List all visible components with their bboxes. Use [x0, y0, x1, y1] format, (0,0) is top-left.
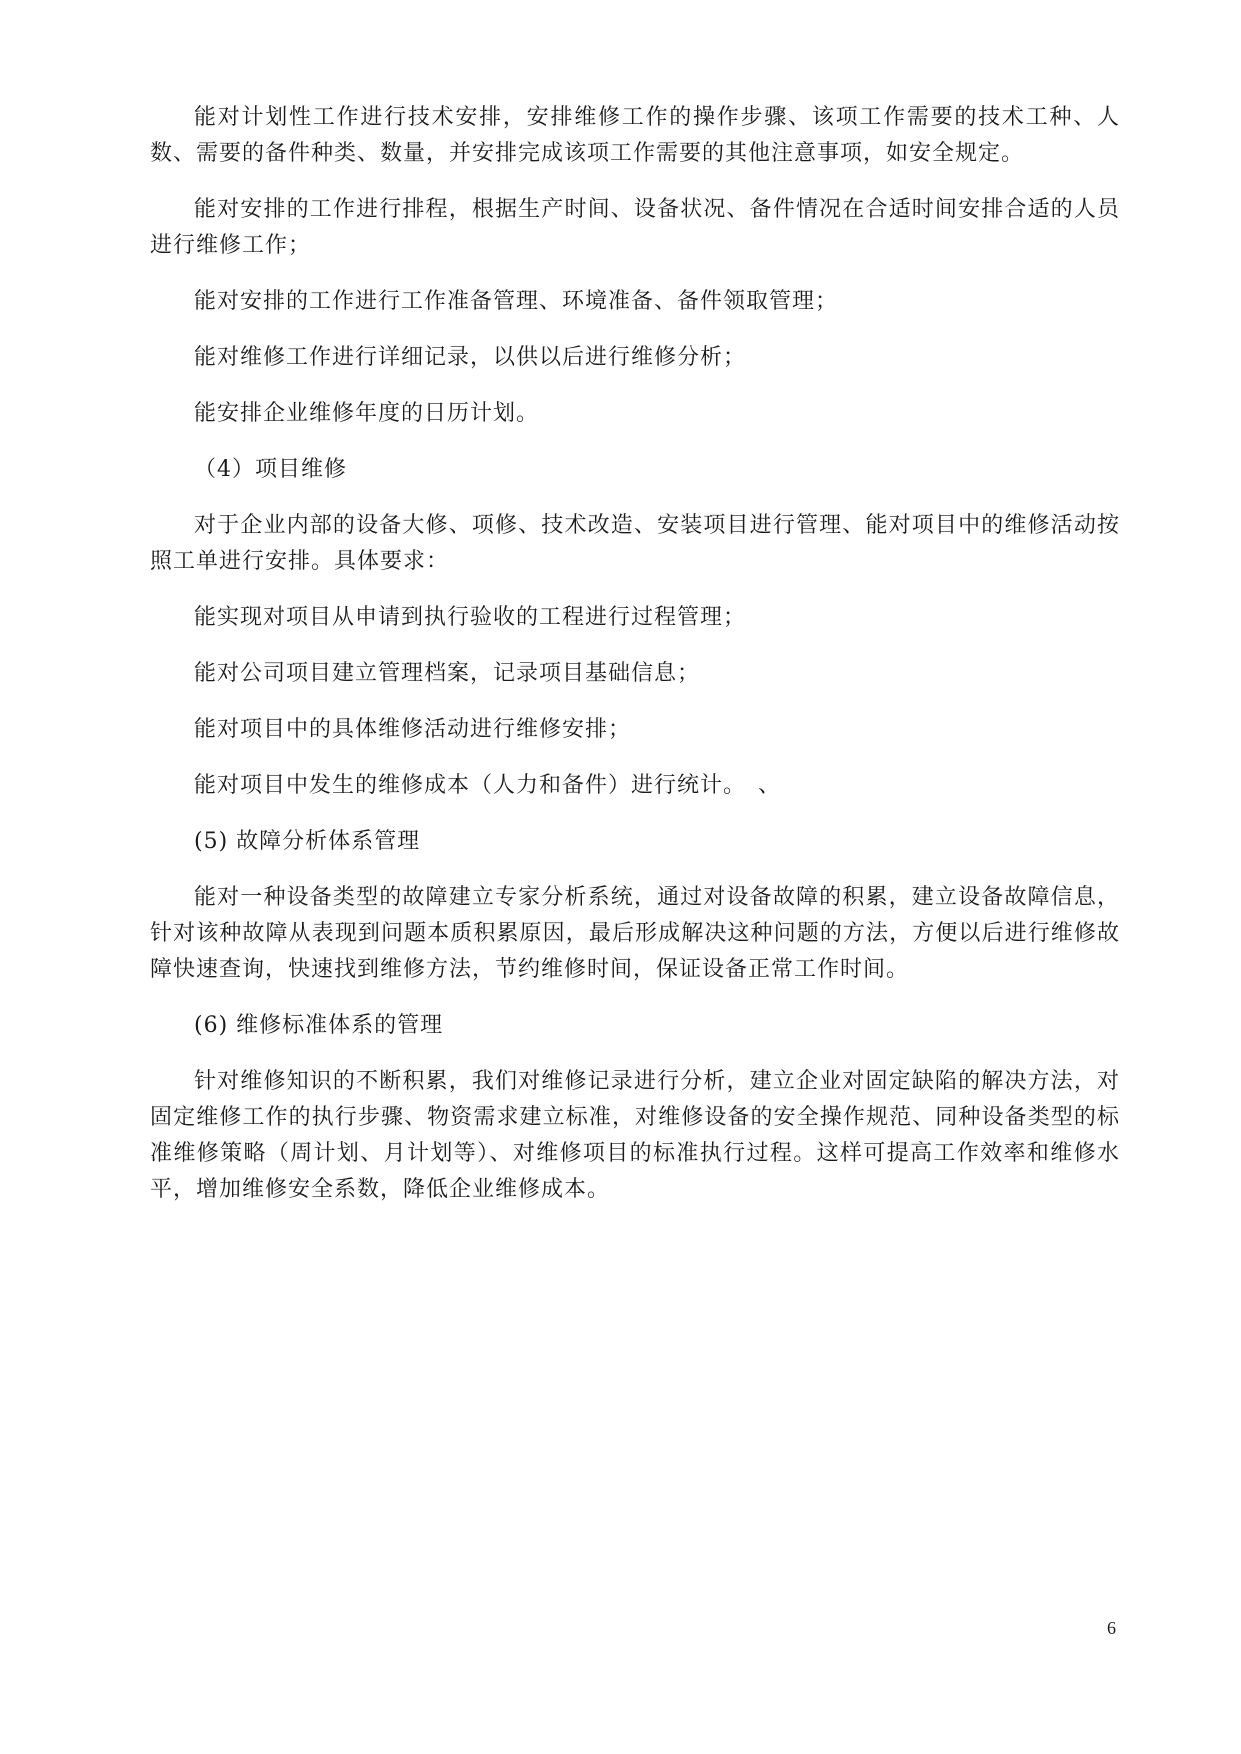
paragraph-project-activities: 能对项目中的具体维修活动进行维修安排； — [194, 717, 632, 742]
page-number: 6 — [1107, 1618, 1116, 1638]
paragraph-calendar-plan: 能安排企业维修年度的日历计划。 — [194, 401, 540, 426]
paragraph-project-intro: 对于企业内部的设备大修、项修、技术改造、安装项目进行管理、能对项目中的维修活动按照工单进行安排。具体要求： — [150, 513, 1120, 574]
paragraph-records: 能对维修工作进行详细记录，以供以后进行维修分析； — [194, 345, 747, 370]
paragraph-preparation: 能对安排的工作进行工作准备管理、环境准备、备件领取管理； — [194, 289, 839, 314]
document-body — [150, 100, 1120, 1228]
paragraph-maintenance-standards: 针对维修知识的不断积累，我们对维修记录进行分析，建立企业对固定缺陷的解决方法，对固定维修工作的执行步骤、物资需求建立标准，对维修设备的安全操作规范、同种设备类型的标准维修策略（周计划、月计划等）、对维修项目的标准执行过程。这样可提高工作效率和维修水平，增加维修安全系数，降低企业维修成本。 — [150, 1069, 1120, 1202]
paragraph-fault-analysis: 能对一种设备类型的故障建立专家分析系统，通过对设备故障的积累，建立设备故障信息，针对该种故障从表现到问题本质积累原因，最后形成解决这种问题的方法，方便以后进行维修故障快速查询，快速找到维修方法，节约维修时间，保证设备正常工作时间。 — [150, 885, 1120, 982]
section-heading-maintenance-standards: (6) 维修标准体系的管理 — [194, 1013, 444, 1038]
section-heading-fault-analysis: (5) 故障分析体系管理 — [194, 829, 421, 854]
section-heading-project-maintenance: （4）项目维修 — [194, 457, 347, 482]
paragraph-project-process: 能实现对项目从申请到执行验收的工程进行过程管理； — [194, 605, 747, 630]
paragraph-project-cost: 能对项目中发生的维修成本（人力和备件）进行统计。 、 — [194, 773, 782, 798]
paragraph-scheduling: 能对安排的工作进行排程，根据生产时间、设备状况、备件情况在合适时间安排合适的人员进行维修工作； — [150, 197, 1120, 258]
paragraph-planned-work: 能对计划性工作进行技术安排，安排维修工作的操作步骤、该项工作需要的技术工种、人数、需要的备件种类、数量，并安排完成该项工作需要的其他注意事项，如安全规定。 — [150, 105, 1120, 166]
paragraph-project-archive: 能对公司项目建立管理档案，记录项目基础信息； — [194, 661, 701, 686]
